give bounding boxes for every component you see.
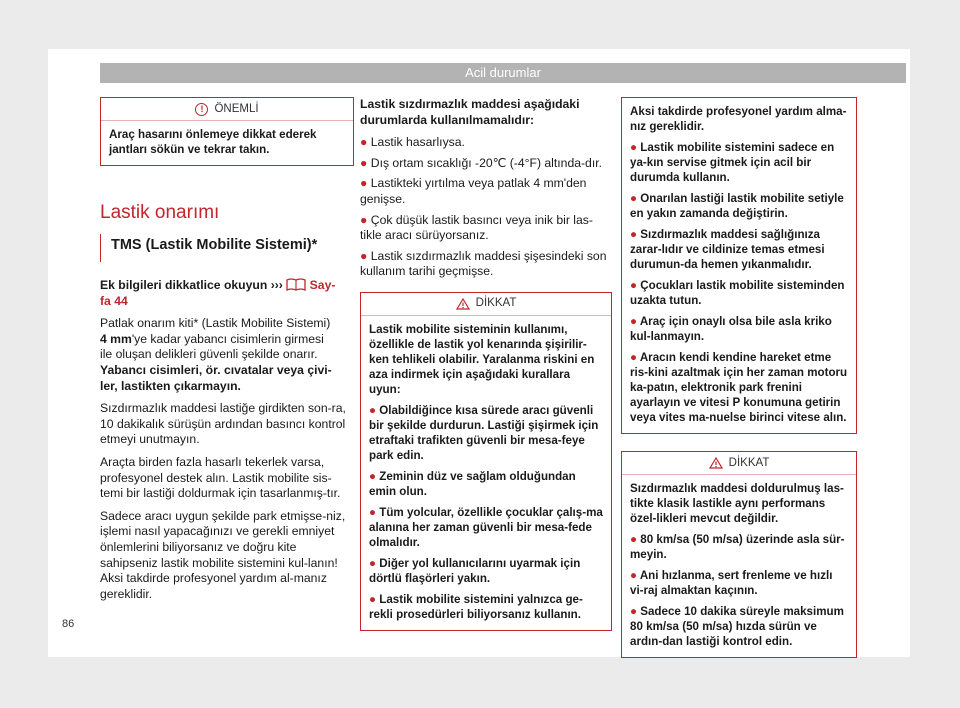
page-number: 86 — [62, 618, 75, 630]
conditions-list — [360, 135, 612, 280]
warning-triangle-icon — [709, 457, 723, 469]
list-item: ● Çocukları lastik mobilite sisteminden uzakta tutun. — [630, 279, 845, 307]
book-icon — [286, 278, 306, 291]
list-item: ● Ani hızlanma, sert frenleme ve hızlı vi-raj almaktan kaçının. — [630, 569, 833, 597]
caution-box-left — [360, 292, 612, 631]
caution-continued-body — [622, 98, 856, 433]
column-right — [621, 97, 857, 658]
list-item: ● Lastik mobilite sistemini yalnızca ge-rekli prosedürleri biliyorsanız kullanın. — [369, 592, 583, 621]
list-item: ● Lastikteki yırtılma veya patlak 4 mm'den genişse. — [360, 176, 587, 206]
reference-arrows: ››› — [270, 278, 283, 292]
manual-page — [48, 49, 910, 657]
paragraph-multiple-wheels: Araçta birden fazla hasarlı tekerlek varsa, profesyonel destek alın. Lastik mobilite sis-temi bir lastiği doldurmak için tasarlanmış-tır. — [100, 454, 341, 501]
list-item: ● Lastik mobilite sistemini sadece en ya-kın servise gitmek için acil bir durumda kullanın. — [630, 141, 835, 184]
list-item: ● Dış ortam sıcaklığı -20℃ (-4°F) altında-dır. — [360, 155, 602, 170]
list-item: ● Tüm yolcular, özellikle çocuklar çalış-ma alanına her zaman güvenli bir mesa-fede olmalıdır. — [369, 505, 603, 549]
section-title: Lastik onarımı — [100, 202, 220, 223]
chapter-header: Acil durumlar — [100, 63, 906, 83]
caution-box-body — [622, 475, 856, 657]
list-item: ● Diğer yol kullanıcılarını uyarmak için dörtlü flaşörleri yakın. — [369, 556, 581, 585]
list-item: ● Lastik hasarlıysa. — [360, 135, 465, 150]
caution-box-continued — [621, 97, 857, 434]
caution-box-title: DİKKAT — [475, 297, 517, 310]
info-circle-icon: ! — [195, 103, 208, 116]
caution-intro: Lastik mobilite sisteminin kullanımı, özellikle de lastik yol kenarında şişirilir-ken tehlikeli olabilir. Yaralanma riskini en aza indirmek için aşağıdaki kurallara uyun: — [369, 322, 595, 396]
column-left — [100, 97, 354, 609]
caution-box-header — [622, 452, 856, 475]
list-item: ● Aracın kendi kendine hareket etme ris-kini azaltmak için her zaman motoru ka-patın, elektronik park frenini ayarlayın ve vitesi P konumuna getirin veya vites ma-nuelse birinci vitese alın. — [630, 351, 848, 424]
column-middle — [360, 97, 612, 631]
important-box-body — [101, 121, 353, 165]
list-item: ● Lastik sızdırmazlık maddesi şişesindeki son kullanım tarihi geçmişse. — [360, 248, 607, 279]
list-item: ● 80 km/sa (50 m/sa) üzerinde asla sür-meyin. — [630, 533, 845, 561]
reference-page-link[interactable]: Say- fa 44 — [100, 278, 336, 308]
list-item: ● Olabildiğince kısa sürede aracı güvenli bir şekilde durdurun. Lastiği şişirmek için etraftaki trafikten güvenli bir mesa-feye park edin. — [369, 403, 599, 462]
list-item: ● Onarılan lastiği lastik mobilite setiyle en yakın zamanda değiştirin. — [630, 192, 844, 220]
subsection-title: TMS (Lastik Mobilite Sistemi)* — [100, 234, 354, 262]
list-heading: Lastik sızdırmazlık maddesi aşağıdaki durumlarda kullanılmamalıdır: — [360, 97, 580, 127]
reference-line — [100, 278, 354, 309]
caution-box-right — [621, 451, 857, 658]
important-box-text: Araç hasarını önlemeye dikkat ederek jantları sökün ve tekrar takın. — [109, 128, 317, 156]
important-box — [100, 97, 354, 166]
paragraph-usage: Sadece aracı uygun şekilde park etmişse-niz, işlemi nasıl yapacağınızı ve gerekli emniyet önlemlerini biliyorsanız ve doğru kite sahipseniz lastik mobilite sistemini kul-lanın! Aksi takdirde profesyonel yardım al-manız gereklidir. — [100, 508, 346, 601]
list-item: ● Sızdırmazlık maddesi sağlığınıza zarar-lıdır ve cildinize temas etmesi durumun-da hemen yıkanmalıdır. — [630, 228, 825, 271]
paragraph-kit: Patlak onarım kiti* (Lastik Mobilite Sistemi) 4 mm'ye kadar yabancı cisimlerin girmesi ile oluşan delikleri güvenli şekilde onarır. Yabancı cisimleri, ör. cıvatalar veya çivi- ler, lastikten çıkarmayın. — [100, 316, 332, 393]
list-item: ● Zeminin düz ve sağlam olduğundan emin olun. — [369, 469, 576, 498]
important-box-header — [101, 98, 353, 121]
caution-box-body — [361, 316, 611, 630]
list-item: ● Araç için onaylı olsa bile asla kriko kul-lanmayın. — [630, 315, 832, 343]
warning-triangle-icon — [456, 298, 470, 310]
list-item: ● Sadece 10 dakika süreyle maksimum 80 km/sa (50 m/sa) hızda sürün ve ardın-dan lastiği kontrol edin. — [630, 605, 844, 648]
caution-intro: Sızdırmazlık maddesi doldurulmuş las-tikte klasik lastikle aynı performans özel-likleri mevcut değildir. — [630, 482, 844, 525]
continued-intro: Aksi takdirde profesyonel yardım alma-nız gereklidir. — [630, 105, 847, 133]
paragraph-pressure: Sızdırmazlık maddesi lastiğe girdikten son-ra, 10 dakikalık sürüşün ardından basıncı kontrol etmeyi unutmayın. — [100, 401, 346, 447]
important-box-title: ÖNEMLİ — [214, 102, 259, 115]
caution-box-header — [361, 293, 611, 316]
caution-box-title: DİKKAT — [728, 456, 770, 469]
list-item: ● Çok düşük lastik basıncı veya inik bir las-tikle aracı sürüyorsanız. — [360, 212, 593, 243]
reference-lead: Ek bilgileri dikkatlice okuyun — [100, 278, 268, 292]
